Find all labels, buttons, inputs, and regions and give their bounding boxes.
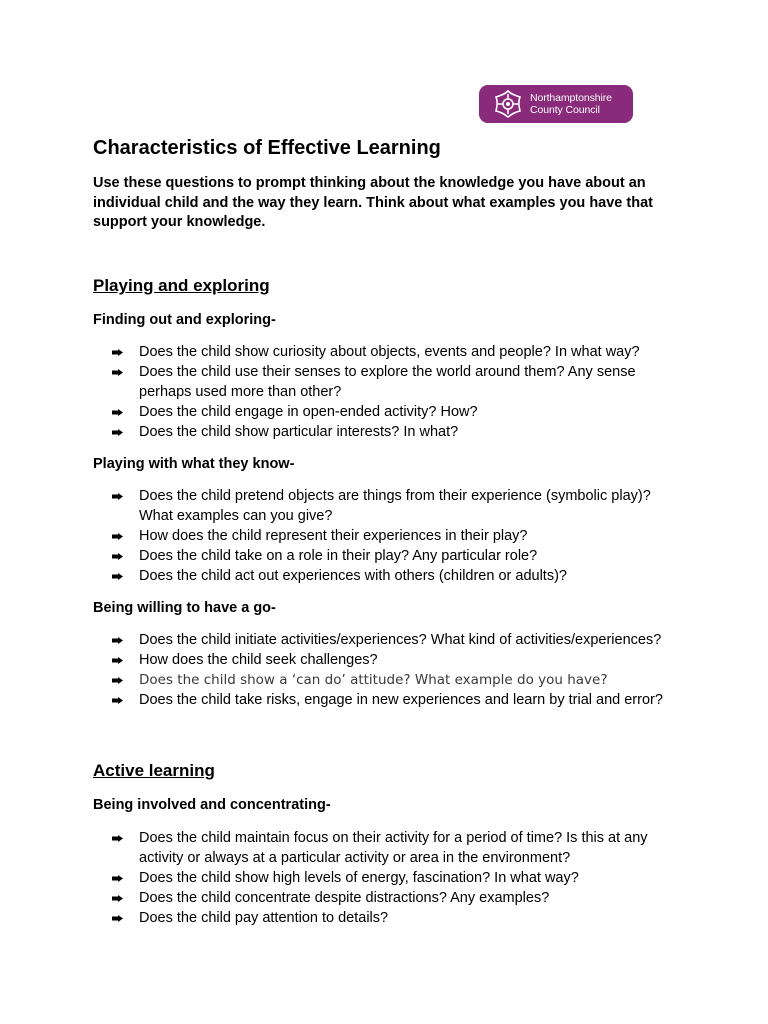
subheading-playing-with-what-they-know: Playing with what they know-	[93, 456, 295, 472]
list-item: How does the child seek challenges?	[112, 650, 682, 670]
list-item: Does the child show particular interests? In what?	[112, 422, 682, 442]
list-item: Does the child pay attention to details?	[112, 908, 682, 928]
bullet-arrow-icon	[112, 657, 123, 664]
list-item: Does the child maintain focus on their activity for a period of time? Is this at any activity or always at a particular activity or area in the environment?	[112, 828, 682, 868]
bullet-arrow-icon	[112, 677, 123, 684]
list-item: Does the child pretend objects are things from their experience (symbolic play)? What examples can you give?	[112, 486, 682, 526]
logo-line-1: Northamptonshire	[530, 92, 612, 104]
page-title: Characteristics of Effective Learning	[93, 137, 441, 159]
list-item: How does the child represent their experiences in their play?	[112, 526, 682, 546]
rose-emblem-icon	[493, 89, 523, 119]
list-item: Does the child act out experiences with others (children or adults)?	[112, 566, 682, 586]
bullet-list-playing-with-what-they-know	[112, 486, 682, 586]
intro-paragraph: Use these questions to prompt thinking about the knowledge you have about an individual child and the way they learn. Think about what examples you have that support your knowledge.	[93, 175, 653, 230]
list-item: Does the child initiate activities/experiences? What kind of activities/experiences?	[112, 630, 682, 650]
bullet-arrow-icon	[112, 875, 123, 882]
bullet-list-involved-concentrating	[112, 828, 682, 928]
list-item: Does the child take risks, engage in new experiences and learn by trial and error?	[112, 690, 682, 710]
list-item: Does the child show a ‘can do’ attitude? What example do you have?	[112, 670, 682, 690]
bullet-arrow-icon	[112, 895, 123, 902]
council-logo	[479, 85, 633, 123]
bullet-arrow-icon	[112, 835, 123, 842]
bullet-list-finding-out	[112, 342, 682, 442]
list-item: Does the child use their senses to explore the world around them? Any sense perhaps used more than other?	[112, 362, 682, 402]
bullet-arrow-icon	[112, 429, 123, 436]
subheading-involved-concentrating: Being involved and concentrating-	[93, 797, 331, 813]
list-item: Does the child engage in open-ended activity? How?	[112, 402, 682, 422]
list-item: Does the child show curiosity about objects, events and people? In what way?	[112, 342, 682, 362]
list-item: Does the child take on a role in their play? Any particular role?	[112, 546, 682, 566]
bullet-arrow-icon	[112, 697, 123, 704]
subheading-finding-out: Finding out and exploring-	[93, 312, 276, 328]
section-heading-active-learning: Active learning	[93, 761, 215, 780]
bullet-list-willing-to-have-a-go	[112, 630, 682, 710]
list-item: Does the child concentrate despite distractions? Any examples?	[112, 888, 682, 908]
bullet-arrow-icon	[112, 637, 123, 644]
subheading-willing-to-have-a-go: Being willing to have a go-	[93, 600, 276, 616]
bullet-arrow-icon	[112, 915, 123, 922]
bullet-arrow-icon	[112, 493, 123, 500]
bullet-arrow-icon	[112, 349, 123, 356]
bullet-arrow-icon	[112, 573, 123, 580]
bullet-arrow-icon	[112, 369, 123, 376]
bullet-arrow-icon	[112, 409, 123, 416]
list-item: Does the child show high levels of energy, fascination? In what way?	[112, 868, 682, 888]
logo-text	[530, 92, 612, 116]
bullet-arrow-icon	[112, 553, 123, 560]
section-heading-playing-exploring: Playing and exploring	[93, 276, 270, 295]
logo-line-2: County Council	[530, 104, 600, 116]
bullet-arrow-icon	[112, 533, 123, 540]
